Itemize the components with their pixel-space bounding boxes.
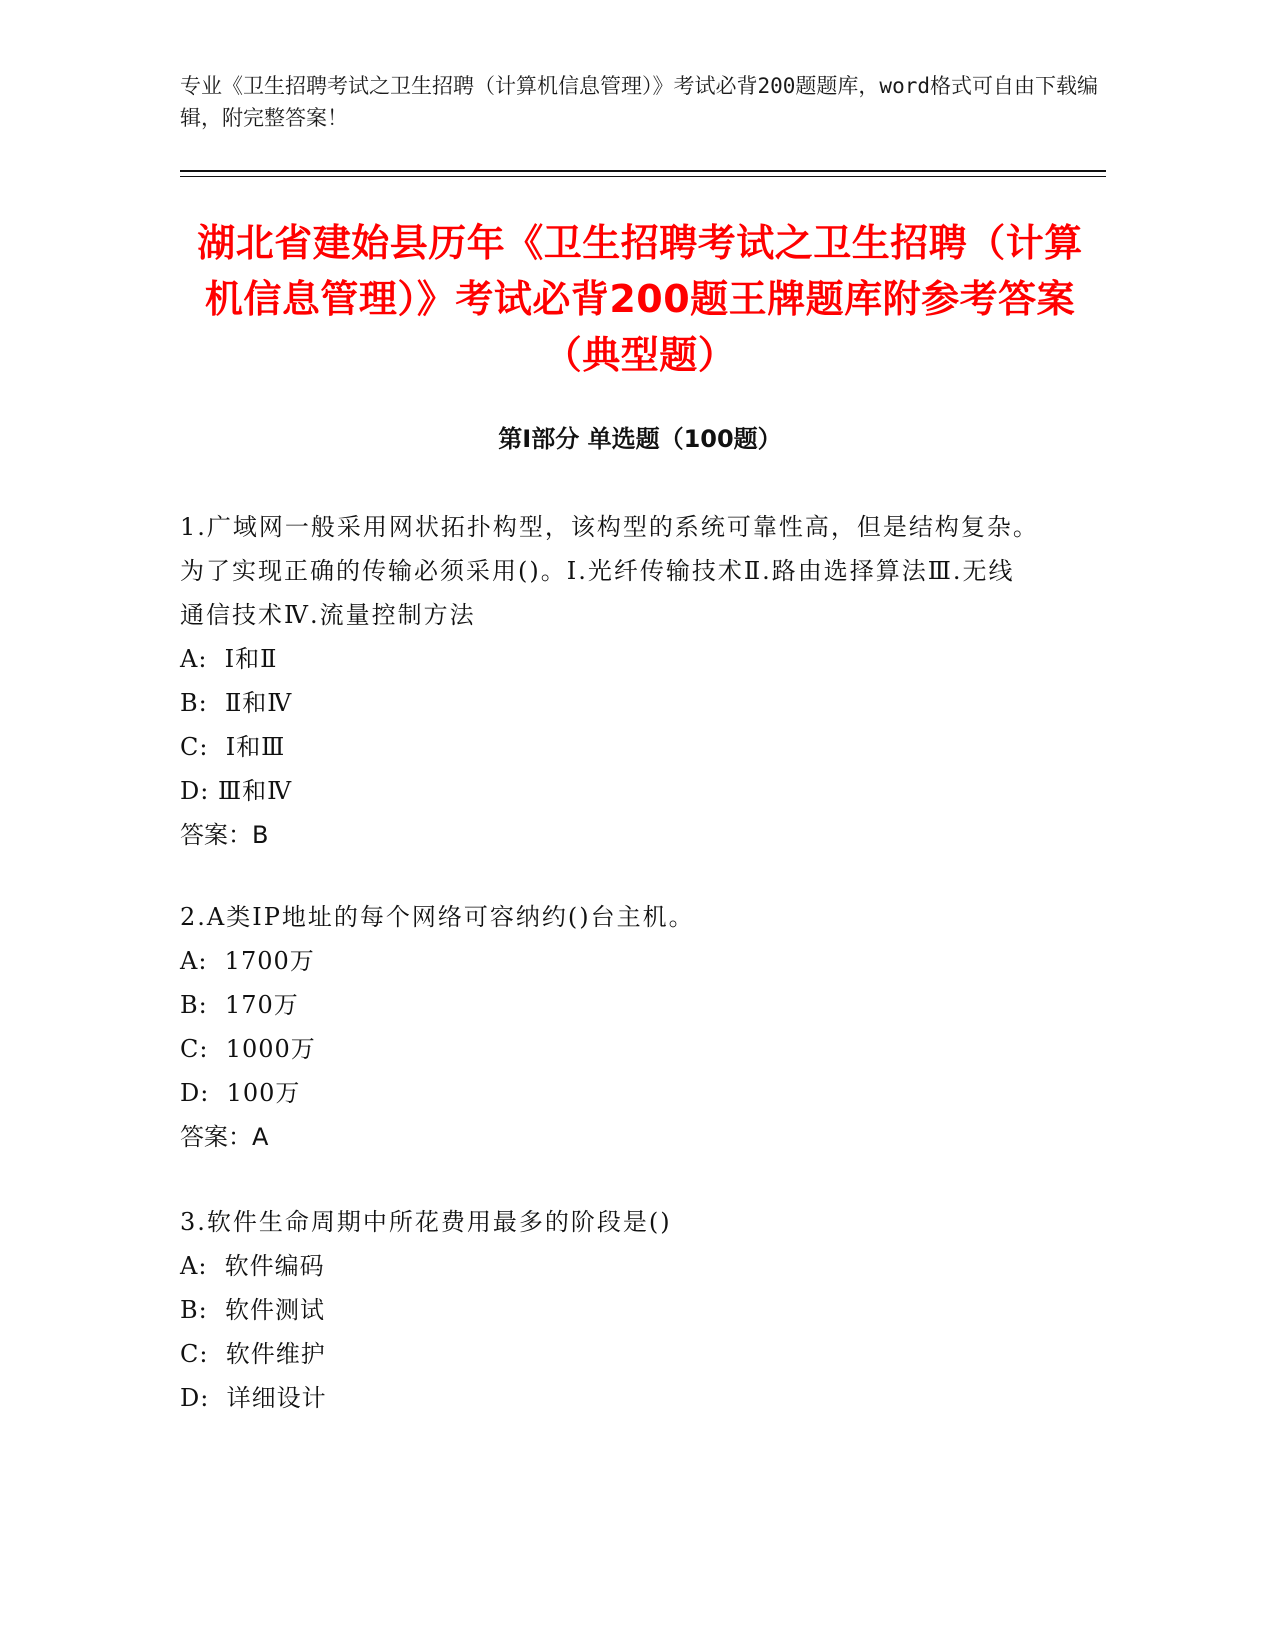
option-d: D: Ⅲ和Ⅳ [180, 777, 293, 805]
header-divider-thin [180, 176, 1106, 177]
header-divider-thick [180, 170, 1106, 172]
option-c: C: 软件维护 [180, 1340, 326, 1368]
option-a: A: Ⅰ和Ⅱ [180, 645, 278, 673]
option-b: B: Ⅱ和Ⅳ [180, 689, 293, 717]
question-stem: 1.广域网一般采用网状拓扑构型，该构型的系统可靠性高，但是结构复杂。为了实现正确的传输必须采用()。Ⅰ.光纤传输技术Ⅱ.路由选择算法Ⅲ.无线通信技术Ⅳ.流量控制方法 [180, 513, 1039, 629]
question-2 [180, 895, 1040, 1159]
document-title: 湖北省建始县历年《卫生招聘考试之卫生招聘（计算机信息管理）》考试必背200题王牌题库附参考答案（典型题） [197, 221, 1083, 377]
question-stem: 3.软件生命周期中所花费用最多的阶段是() [180, 1208, 672, 1236]
option-c: C: 1000万 [180, 1035, 316, 1063]
option-a: A: 软件编码 [180, 1252, 325, 1280]
answer: 答案：B [180, 821, 269, 849]
option-c: C: Ⅰ和Ⅲ [180, 733, 286, 761]
answer: 答案：A [180, 1123, 269, 1151]
question-3 [180, 1200, 1040, 1420]
question-1 [180, 505, 1040, 857]
option-a: A: 1700万 [180, 947, 315, 975]
option-b: B: 170万 [180, 991, 299, 1019]
question-stem: 2.A类IP地址的每个网络可容纳约()台主机。 [180, 903, 695, 931]
option-b: B: 软件测试 [180, 1296, 325, 1324]
option-d: D: 100万 [180, 1079, 301, 1107]
header-note: 专业《卫生招聘考试之卫生招聘（计算机信息管理）》考试必背200题题库，word格式可自由下载编辑，附完整答案！ [180, 74, 1098, 130]
section-heading: 第Ⅰ部分 单选题（100题） [498, 425, 782, 453]
option-d: D: 详细设计 [180, 1384, 327, 1412]
